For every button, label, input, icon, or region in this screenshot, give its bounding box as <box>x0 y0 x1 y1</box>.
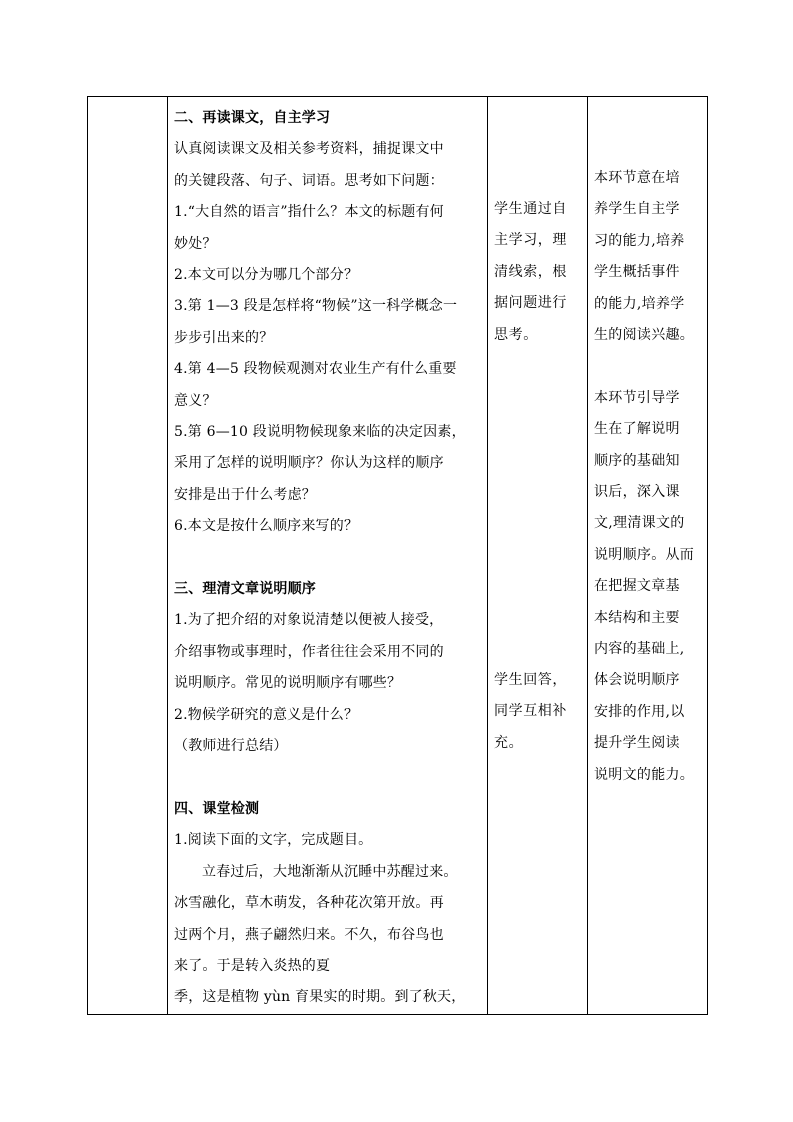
text-line: 文,理清课文的 <box>594 515 685 532</box>
text-line <box>494 477 582 508</box>
text-line: 过两个月，燕子翩然归来。不久，布谷鸟也 <box>174 926 444 943</box>
text-line <box>494 351 582 382</box>
text-line: 5.第 6—10 段说明物候现象来临的决定因素， <box>174 424 466 441</box>
text-line: 说明文的能力。 <box>594 766 695 783</box>
text-line: 说明顺序。从而 <box>594 546 695 563</box>
text-line: 本环节引导学 <box>594 389 680 406</box>
design-intent-cell <box>588 97 708 1015</box>
text-line: 清线索，根 <box>494 263 567 280</box>
text-line <box>494 634 582 665</box>
text-line: 提升学生阅读 <box>594 735 680 752</box>
text-line: 本结构和主要 <box>594 609 680 626</box>
text-line: 思考。 <box>494 326 538 343</box>
text-line: （教师进行总结） <box>174 738 288 755</box>
design-intent <box>588 97 707 791</box>
text-line: 2.物候学研究的意义是什么？ <box>174 706 359 723</box>
text-line: 养学生自主学 <box>594 201 680 218</box>
student-activity <box>488 97 587 759</box>
text-line: 认真阅读课文及相关参考资料，捕捉课文中 <box>174 141 444 158</box>
text-line: 充。 <box>494 734 524 751</box>
text-line: 的关键段落、句子、词语。思考如下问题： <box>174 172 444 189</box>
text-line: 学生概括事件 <box>594 264 680 281</box>
teaching-content <box>168 97 487 1014</box>
stage-column-cell <box>88 97 168 1015</box>
text-line: 6.本文是按什么顺序来写的？ <box>174 518 359 535</box>
table-row <box>88 97 708 1015</box>
text-line: 冰雪融化，草木萌发，各种花次第开放。再 <box>174 895 444 912</box>
text-line: 识后，深入课 <box>594 484 680 501</box>
student-activity-cell <box>488 97 588 1015</box>
text-line <box>494 602 582 633</box>
text-line: 步步引出来的？ <box>174 329 274 346</box>
text-line <box>494 445 582 476</box>
text-line: 3.第 1—3 段是怎样将“物候”这一科学概念一 <box>174 298 458 315</box>
text-line: 立春过后，大地渐渐从沉睡中苏醒过来。 <box>202 863 458 880</box>
text-line: 的能力,培养学 <box>594 295 685 312</box>
text-line: 来了。于是转入炎热的夏 <box>174 957 331 974</box>
text-line: 主学习，理 <box>494 232 567 249</box>
text-line: 4.第 4—5 段物候观测对农业生产有什么重要 <box>174 361 457 378</box>
text-line: 生的阅读兴趣。 <box>594 327 695 344</box>
text-line: 体会说明顺序 <box>594 672 680 689</box>
text-line: 学生通过自 <box>494 201 567 217</box>
teaching-content-cell <box>168 97 488 1015</box>
text-line: 意义？ <box>174 392 217 409</box>
text-line: 妙处？ <box>174 235 217 252</box>
lesson-plan-table <box>87 96 708 1015</box>
text-line <box>594 351 702 382</box>
text-line: 安排是出于什么考虑？ <box>174 486 316 503</box>
text-line: 内容的基础上, <box>594 641 685 658</box>
text-line <box>174 543 482 574</box>
text-line: 据问题进行 <box>494 295 567 312</box>
text-line: 介绍事物或事理时，作者往往会采用不同的 <box>174 643 444 660</box>
text-line: 1.为了把介绍的对象说清楚以便被人接受， <box>174 612 444 629</box>
text-line <box>174 763 482 794</box>
text-line: 安排的作用,以 <box>594 703 685 720</box>
text-line: 采用了怎样的说明顺序？你认为这样的顺序 <box>174 455 444 472</box>
text-line: 二、再读课文，自主学习 <box>174 110 331 126</box>
text-line: 1.“大自然的语言”指什么？本文的标题有何 <box>174 204 444 221</box>
text-line <box>494 539 582 570</box>
text-line: 1.阅读下面的文字，完成题目。 <box>174 832 373 849</box>
text-line: 季，这是植物 yùn 育果实的时期。到了秋天， <box>174 989 466 1006</box>
text-line: 说明顺序。常见的说明顺序有哪些？ <box>174 675 402 692</box>
text-line <box>494 414 582 445</box>
text-line: 学生回答， <box>494 671 567 688</box>
text-line: 同学互相补 <box>494 703 567 720</box>
text-line: 本环节意在培 <box>594 170 680 186</box>
text-line <box>494 571 582 602</box>
text-line: 2.本文可以分为哪几个部分？ <box>174 267 359 284</box>
text-line: 在把握文章基 <box>594 578 680 595</box>
text-line: 顺序的基础知 <box>594 452 680 469</box>
text-line <box>494 382 582 413</box>
text-line: 四、课堂检测 <box>174 800 260 817</box>
text-line <box>494 508 582 539</box>
text-line: 三、理清文章说明顺序 <box>174 581 316 598</box>
text-line: 生在了解说明 <box>594 421 680 438</box>
text-line: 习的能力,培养 <box>594 232 685 249</box>
